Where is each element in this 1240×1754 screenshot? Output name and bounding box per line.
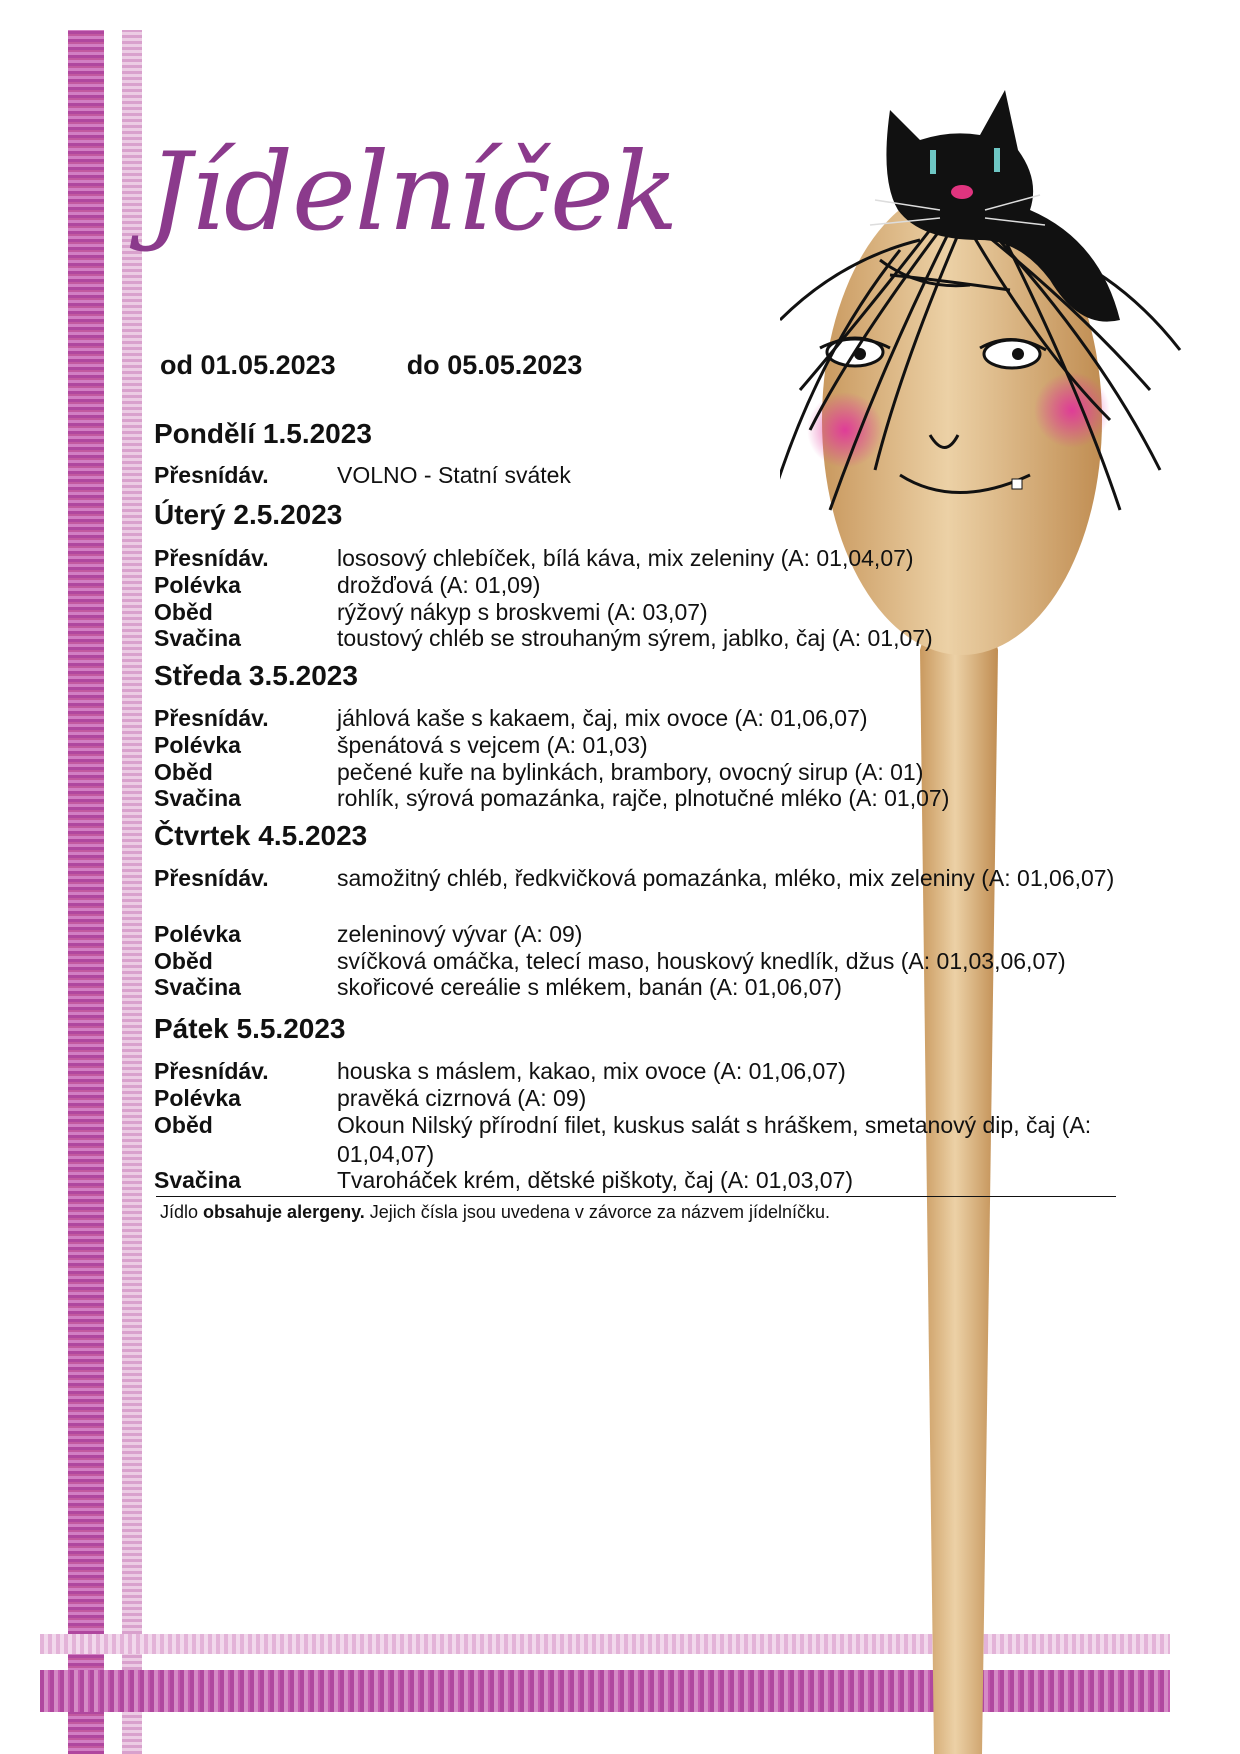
fabric-stripe-left-narrow [122, 30, 142, 1754]
meal-text: svíčková omáčka, telecí maso, houskový knedlík, džus (A: 01,03,06,07) [337, 948, 1066, 974]
divider [156, 1196, 1116, 1197]
day-heading-wednesday: Středa 3.5.2023 [154, 660, 358, 691]
date-range [160, 350, 582, 381]
allergen-note-bold: obsahuje alergeny. [203, 1202, 365, 1222]
page-title: Jídelníček [148, 130, 678, 255]
day-heading-monday: Pondělí 1.5.2023 [154, 418, 372, 449]
fabric-stripe-left-wide [68, 30, 104, 1754]
allergen-note-prefix: Jídlo [160, 1202, 199, 1222]
meal-label: Přesnídáv. [154, 705, 269, 731]
allergen-note [160, 1202, 830, 1223]
meal-label: Svačina [154, 785, 241, 811]
allergen-note-suffix: Jejich čísla jsou uvedena v závorce za názvem jídelníčku. [369, 1202, 831, 1222]
meal-text: rohlík, sýrová pomazánka, rajče, plnotučné mléko (A: 01,07) [337, 785, 950, 811]
meal-label: Polévka [154, 1085, 241, 1111]
meal-text: rýžový nákyp s broskvemi (A: 03,07) [337, 599, 708, 625]
meal-text: houska s máslem, kakao, mix ovoce (A: 01,06,07) [337, 1058, 846, 1084]
meal-text: špenátová s vejcem (A: 01,03) [337, 732, 648, 758]
day-heading-friday: Pátek 5.5.2023 [154, 1013, 346, 1044]
meal-text: Tvaroháček krém, dětské piškoty, čaj (A: 01,03,07) [337, 1167, 854, 1193]
meal-text: pravěká cizrnová (A: 09) [337, 1085, 587, 1111]
meal-text: drožďová (A: 01,09) [337, 572, 541, 598]
meal-label: Oběd [154, 599, 213, 625]
meal-label: Oběd [154, 948, 213, 974]
meal-text: skořicové cereálie s mlékem, banán (A: 01,06,07) [337, 974, 842, 1000]
meal-label: Oběd [154, 1112, 213, 1138]
date-to: 05.05.2023 [447, 350, 583, 380]
meal-text: Okoun Nilský přírodní filet, kuskus salát s hráškem, smetanový dip, čaj (A: 01,04,07) [337, 1112, 1092, 1167]
day-heading-tuesday: Úterý 2.5.2023 [154, 499, 343, 530]
meal-label: Přesnídáv. [154, 1058, 269, 1084]
date-from-label: od [160, 350, 193, 380]
meal-label: Svačina [154, 625, 241, 651]
date-from: 01.05.2023 [200, 350, 336, 380]
meal-label: Polévka [154, 732, 241, 758]
meal-text: pečené kuře na bylinkách, brambory, ovocný sirup (A: 01) [337, 759, 924, 785]
meal-label: Přesnídáv. [154, 865, 269, 891]
meal-text: zeleninový vývar (A: 09) [337, 921, 583, 947]
meal-text: VOLNO - Statní svátek [337, 462, 571, 488]
meal-text: jáhlová kaše s kakaem, čaj, mix ovoce (A: 01,06,07) [337, 705, 868, 731]
day-heading-thursday: Čtvrtek 4.5.2023 [154, 820, 368, 851]
meal-text: samožitný chléb, ředkvičková pomazánka, mléko, mix zeleniny (A: 01,06,07) [337, 865, 1115, 891]
date-to-label: do [406, 350, 440, 380]
meal-text: lososový chlebíček, bílá káva, mix zeleniny (A: 01,04,07) [337, 545, 914, 571]
meal-label: Oběd [154, 759, 213, 785]
meal-label: Přesnídáv. [154, 545, 269, 571]
meal-text: toustový chléb se strouhaným sýrem, jablko, čaj (A: 01,07) [337, 625, 933, 651]
meal-label: Svačina [154, 974, 241, 1000]
meal-label: Polévka [154, 921, 241, 947]
meal-label: Přesnídáv. [154, 462, 269, 488]
meal-label: Svačina [154, 1167, 241, 1193]
meal-label: Polévka [154, 572, 241, 598]
